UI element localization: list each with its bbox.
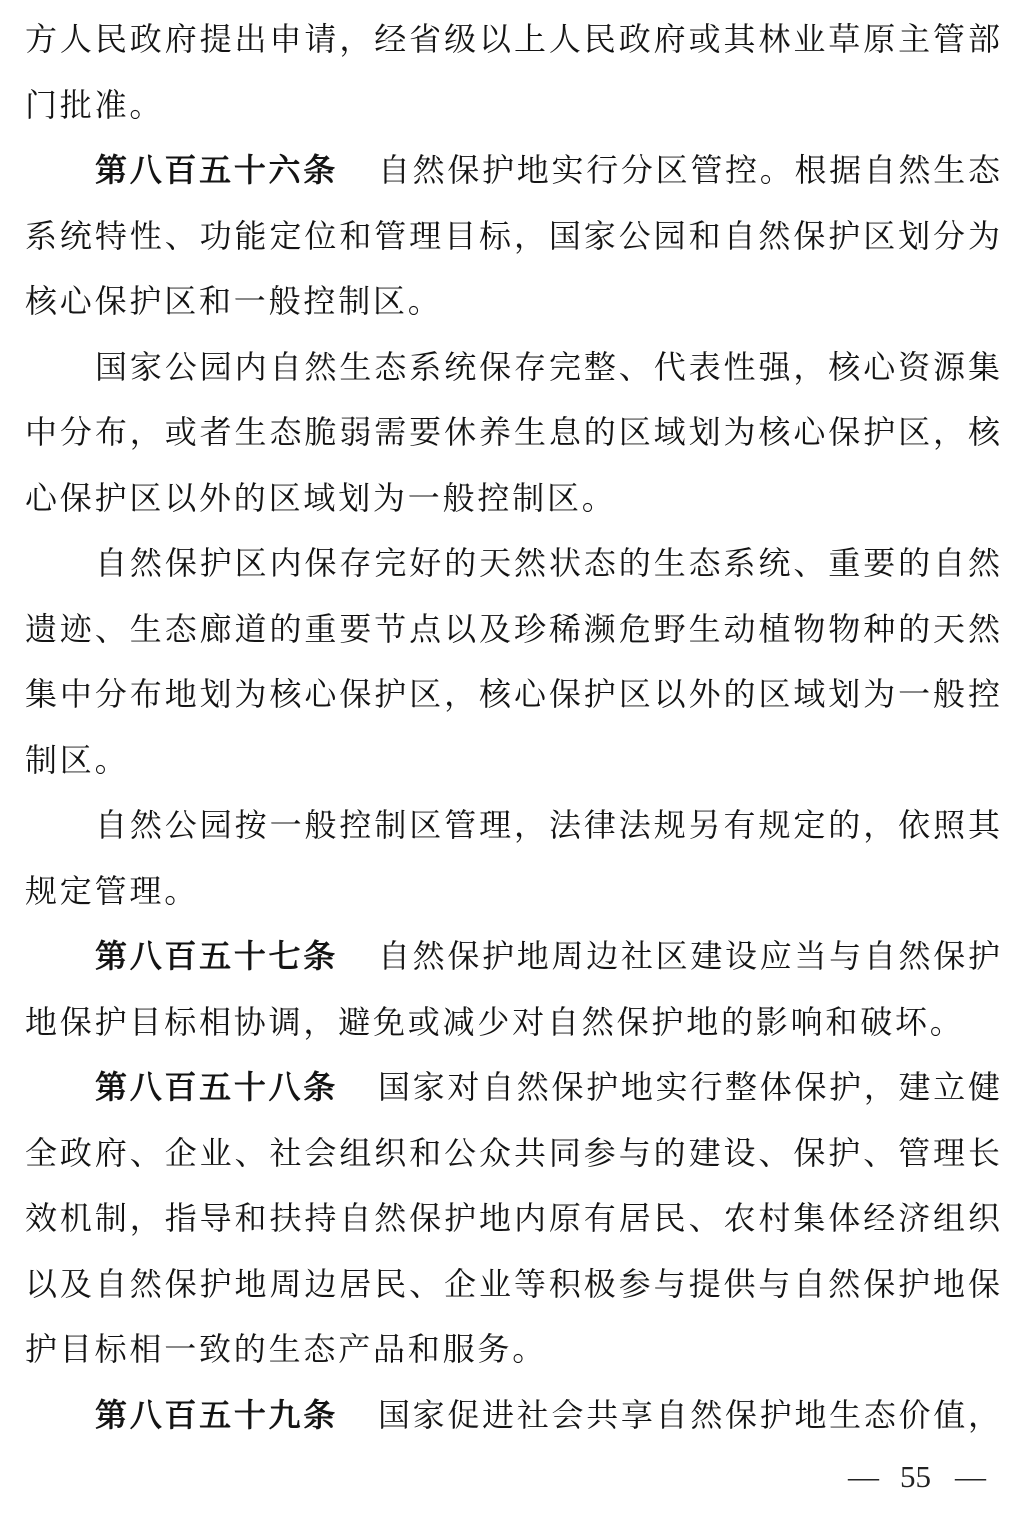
text-line: 心保护区以外的区域划为一般控制区。 xyxy=(25,478,617,517)
text-line: 自然公园按一般控制区管理，法律法规另有规定的，依照其 xyxy=(95,806,1000,844)
paragraph xyxy=(25,7,1000,138)
text-line: 集中分布地划为核心保护区，核心保护区以外的区域划为一般控 xyxy=(25,675,1000,713)
article-paragraph xyxy=(25,1055,1000,1383)
text-line: 核心保护区和一般控制区。 xyxy=(25,282,443,320)
text-line: 地保护目标相协调，避免或减少对自然保护地的影响和破坏。 xyxy=(25,1002,965,1041)
text-line: 方人民政府提出申请，经省级以上人民政府或其林业草原主管部 xyxy=(25,20,1000,58)
text-line: 系统特性、功能定位和管理目标，国家公园和自然保护区划分为 xyxy=(25,216,1000,255)
text-line: 中分布，或者生态脆弱需要休养生息的区域划为核心保护区，核 xyxy=(25,413,1000,451)
text-line xyxy=(25,924,1000,990)
text-line: 自然保护区内保存完好的天然状态的生态系统、重要的自然 xyxy=(95,544,1000,582)
text-line xyxy=(25,1055,1000,1121)
article-heading: 第八百五十七条 xyxy=(95,937,338,975)
text-line xyxy=(25,138,1000,204)
text-line: 门批准。 xyxy=(25,85,165,124)
footer-dash: — xyxy=(848,1459,879,1494)
paragraph xyxy=(25,335,1000,532)
paragraph xyxy=(25,531,1000,793)
paragraph xyxy=(25,793,1000,924)
text-line: 制区。 xyxy=(25,740,130,779)
text-line-content: 国家促进社会共享自然保护地生态价值， xyxy=(377,1395,1000,1434)
text-line: 国家公园内自然生态系统保存完整、代表性强，核心资源集 xyxy=(95,347,1000,386)
page-footer xyxy=(848,1459,986,1495)
text-line: 护目标相一致的生态产品和服务。 xyxy=(25,1330,548,1368)
article-heading: 第八百五十六条 xyxy=(95,151,338,189)
text-line: 以及自然保护地周边居民、企业等积极参与提供与自然保护地保 xyxy=(25,1264,1000,1303)
footer-dash: — xyxy=(955,1459,986,1494)
article-heading: 第八百五十九条 xyxy=(95,1395,338,1434)
text-line: 规定管理。 xyxy=(25,871,200,910)
text-line: 效机制，指导和扶持自然保护地内原有居民、农村集体经济组织 xyxy=(25,1199,1000,1237)
article-paragraph xyxy=(25,924,1000,1055)
text-line-content: 自然保护地周边社区建设应当与自然保护 xyxy=(377,937,1000,975)
text-line: 全政府、企业、社会组织和公众共同参与的建设、保护、管理长 xyxy=(25,1133,1000,1172)
document-body xyxy=(25,7,1000,1448)
text-line-content: 自然保护地实行分区管控。根据自然生态 xyxy=(377,151,1000,189)
page-number: 55 xyxy=(900,1459,931,1494)
article-heading: 第八百五十八条 xyxy=(95,1068,338,1106)
text-line: 遗迹、生态廊道的重要节点以及珍稀濒危野生动植物物种的天然 xyxy=(25,609,1000,648)
article-paragraph xyxy=(25,138,1000,335)
article-paragraph xyxy=(25,1383,1000,1449)
text-line xyxy=(25,1383,1000,1449)
text-line-content: 国家对自然保护地实行整体保护，建立健 xyxy=(377,1068,1000,1106)
